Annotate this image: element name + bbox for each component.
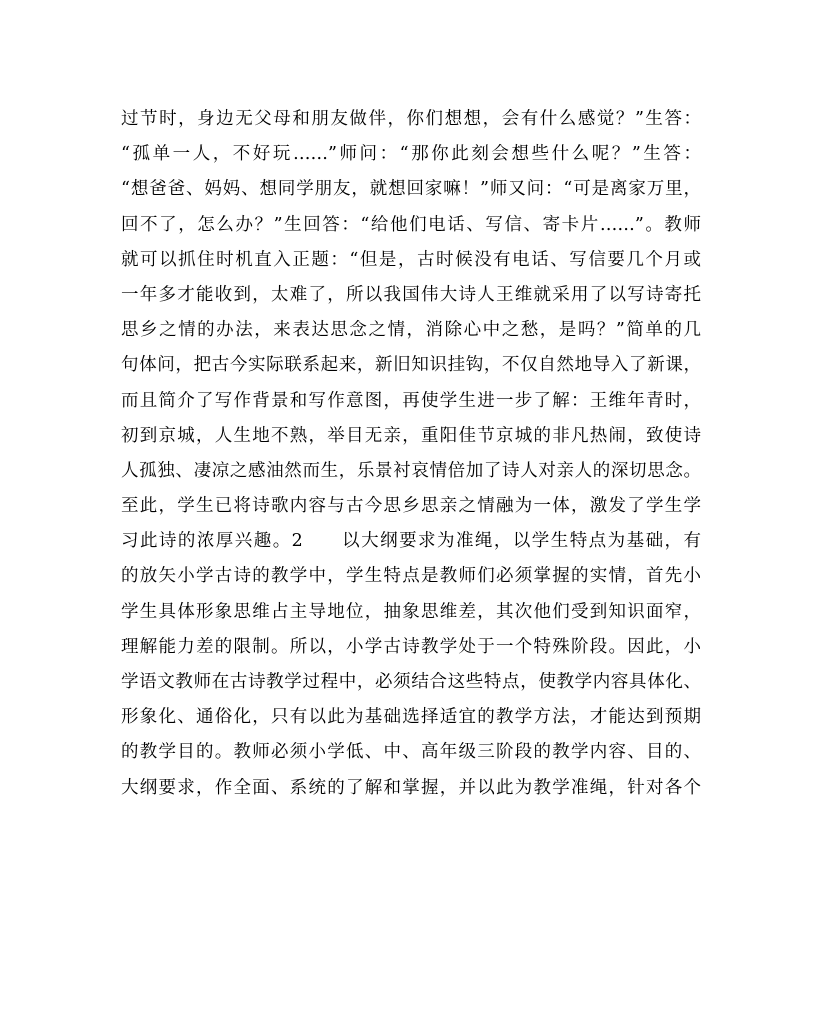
text-line: “孤单一人，不好玩……”师问：“那你此刻会想些什么呢？”生答： (121, 144, 701, 165)
text-line: “想爸爸、妈妈、想同学朋友，就想回家嘛！”师又问：“可是离家万里， (121, 179, 701, 200)
text-line: 句体问，把古今实际联系起来，新旧知识挂钩，不仅自然地导入了新课， (121, 355, 701, 376)
text-line: 人孤独、凄凉之感油然而生，乐景衬哀情倍加了诗人对亲人的深切思念。 (121, 460, 701, 481)
text-line: 学语文教师在古诗教学过程中，必须结合这些特点，使教学内容具体化、 (121, 672, 701, 692)
text-line: 思乡之情的办法，来表达思念之情，消除心中之愁，是吗？”简单的几 (121, 320, 701, 341)
body-text (121, 102, 701, 806)
text-line: 理解能力差的限制。所以，小学古诗教学处于一个特殊阶段。因此，小 (121, 636, 701, 657)
text-line: 大纲要求，作全面、系统的了解和掌握，并以此为教学准绳，针对各个 (121, 777, 701, 798)
text-line: 习此诗的浓厚兴趣。2 以大纲要求为准绳，以学生特点为基础，有 (121, 531, 701, 552)
text-line: 回不了，怎么办？”生回答：“给他们电话、写信、寄卡片……”。教师 (121, 214, 701, 235)
text-line: 的教学目的。教师必须小学低、中、高年级三阶段的教学内容、目的、 (121, 742, 701, 763)
text-line: 学生具体形象思维占主导地位，抽象思维差，其次他们受到知识面窄， (121, 601, 701, 622)
text-line: 的放矢小学古诗的教学中，学生特点是教师们必须掌握的实情，首先小 (121, 566, 701, 587)
text-line: 形象化、通俗化，只有以此为基础选择适宜的教学方法，才能达到预期 (121, 707, 701, 728)
text-line: 至此，学生已将诗歌内容与古今思乡思亲之情融为一体，激发了学生学 (121, 496, 701, 517)
text-line: 而且简介了写作背景和写作意图，再使学生进一步了解：王维年青时， (121, 390, 701, 411)
text-line: 就可以抓住时机直入正题：“但是，古时候没有电话、写信要几个月或 (121, 249, 701, 270)
text-line: 过节时，身边无父母和朋友做伴，你们想想，会有什么感觉？”生答： (121, 109, 701, 129)
text-line: 初到京城，人生地不熟，举目无亲，重阳佳节京城的非凡热闹，致使诗 (121, 425, 701, 446)
text-line: 一年多才能收到，太难了，所以我国伟大诗人王维就采用了以写诗寄托 (121, 284, 701, 305)
